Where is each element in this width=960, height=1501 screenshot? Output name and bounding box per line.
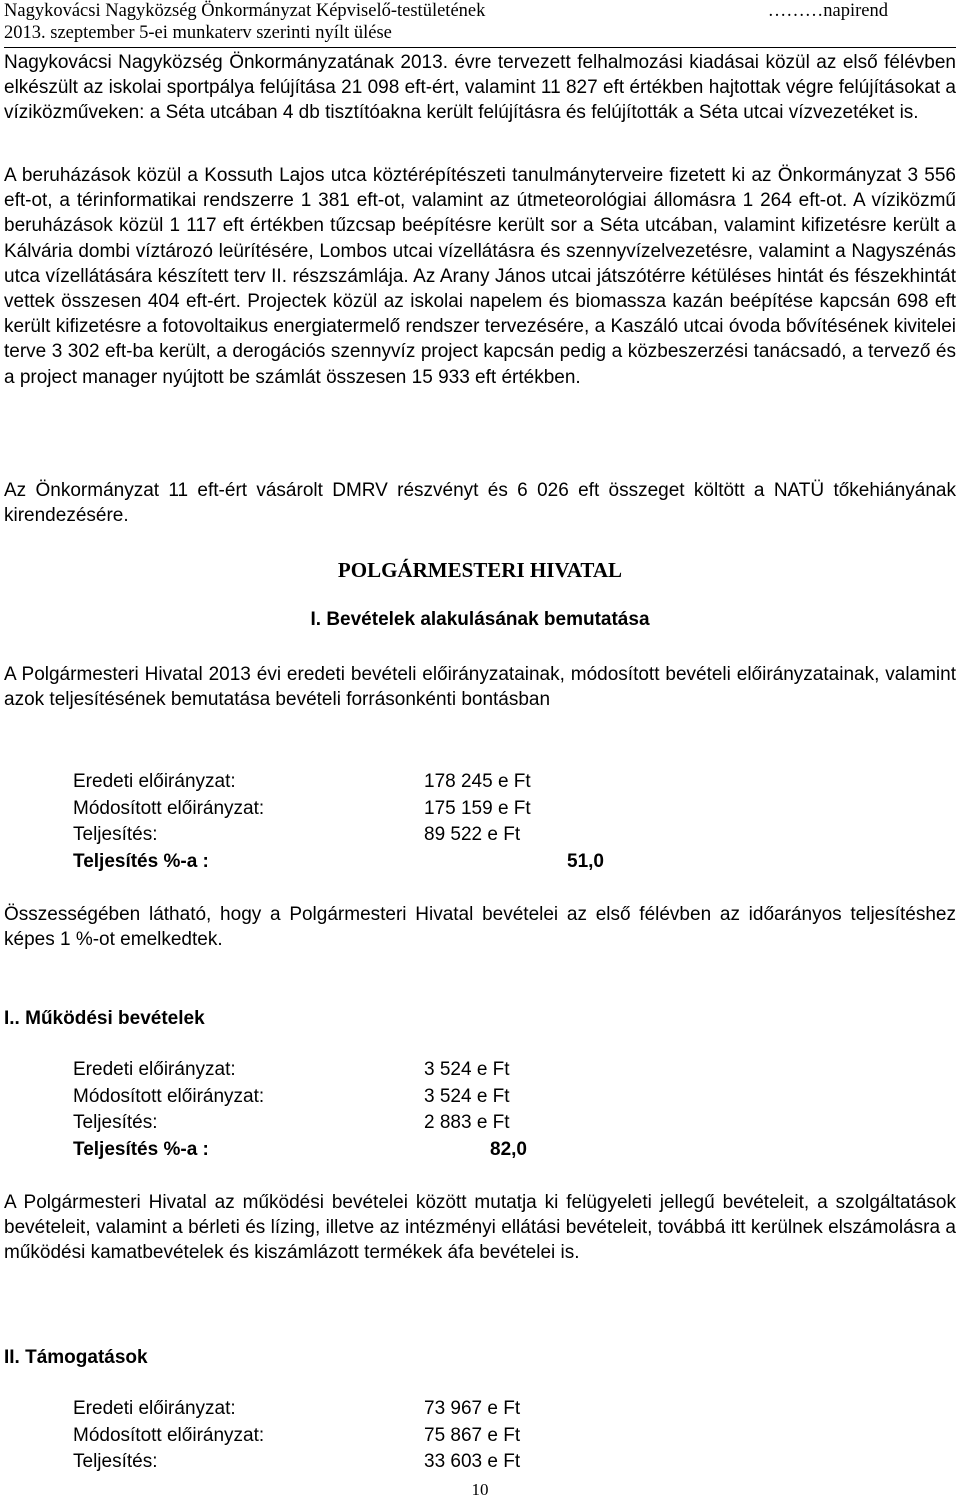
operating-percent-label: Teljesítés %-a :	[73, 1139, 209, 1161]
investments-paragraph: A beruházások közül a Kossuth Lajos utca köztérépítészeti tanulmányterveire fizetett ki az Önkormányzat 3 556 eft-ot, a térinformatikai rendszerre 1 381 eft-ot, valamint az útmeteorológiai állomásra 1 264 eft-ot. A víziközmű beruházások közül 1 117 eft értékben tűzcsap beépítésre került sor a Séta utcában, valamint kifizetésre került a Kálvária dombi víztározó leürítésére, Lombos utcai vízellátásra és szennyvízelvezetésre, valamint a Nagyszénás utca vízellátására készített terv II. részszámlája. Az Arany János utcai játszótérre kétüléses hintát és fészekhintát vettek összesen 404 eft-ért. Projectek közül az iskolai napelem és biomassza kazán beépítése kapcsán 698 eft került kifizetésre a fotovoltaikus energiatermelő rendszer tervezésére, a Kaszáló utcai óvoda bővítésének kivitelei terve 3 302 eft-ba került, a derogációs szennyvíz project kapcsán pedig a közbeszerzési tanácsadó, a tervező és a project manager nyújtott be számlát összesen 15 933 eft értékben.	[4, 165, 956, 388]
header-divider	[4, 47, 956, 48]
document-header	[4, 0, 956, 44]
header-row-1	[4, 0, 956, 22]
subsidies-fulfilled-value: 33 603 e Ft	[424, 1451, 521, 1473]
subsidies-original-label: Eredeti előirányzat:	[73, 1398, 236, 1419]
revenue-fulfilled-label: Teljesítés:	[73, 824, 158, 846]
operating-percent-value: 82,0	[490, 1139, 527, 1161]
subsidies-original-value: 73 967 e Ft	[424, 1398, 521, 1419]
revenue-modified-label: Módosított előirányzat:	[73, 797, 265, 819]
operating-modified-value: 3 524 e Ft	[424, 1085, 510, 1107]
revenue-original-label: Eredeti előirányzat:	[73, 771, 236, 792]
header-title: Nagykovácsi Nagyközség Önkormányzat Képviselő-testületének	[4, 1, 486, 21]
revenue-percent-value: 51,0	[567, 851, 604, 873]
shares-paragraph: Az Önkormányzat 11 eft-ért vásárolt DMRV részvényt és 6 026 eft összeget költött a NATÜ tőkehiányának kirendezésére.	[4, 480, 956, 527]
revenue-intro-paragraph: A Polgármesteri Hivatal 2013 évi eredeti bevételi előirányzatainak, módosított bevételi előirányzatainak, valamint azok teljesítésének bemutatása bevételi forrásonkénti bontásban	[4, 664, 956, 711]
subsection-title: I. Bevételek alakulásának bemutatása	[310, 609, 650, 630]
operating-revenue-heading: I.. Működési bevételek	[4, 1008, 205, 1029]
revenue-summary-paragraph: Összességében látható, hogy a Polgármesteri Hivatal bevételei az első félévben az időarányos teljesítéshez képes 1 %-ot emelkedtek.	[4, 904, 956, 951]
subsidies-fulfilled-label: Teljesítés:	[73, 1451, 158, 1473]
operating-description-paragraph: A Polgármesteri Hivatal az működési bevételei között mutatja ki felügyeleti jellegű bevételeit, a szolgáltatások bevételeit, valamint a bérleti és lízing, illetve az intézményi ellátási bevételeit, továbbá itt kerülnek elszámolásra a működési kamatbevételek és kiszámlázott termékek áfa bevételei is.	[4, 1192, 956, 1264]
header-agenda-item: ………napirend	[767, 1, 888, 21]
operating-original-label: Eredeti előirányzat:	[73, 1059, 236, 1080]
section-title: POLGÁRMESTERI HIVATAL	[337, 558, 623, 582]
operating-modified-label: Módosított előirányzat:	[73, 1085, 265, 1107]
revenue-percent-label: Teljesítés %-a :	[73, 851, 209, 873]
subsidies-heading: II. Támogatások	[4, 1347, 148, 1368]
operating-original-value: 3 524 e Ft	[424, 1059, 510, 1080]
revenue-modified-value: 175 159 e Ft	[424, 797, 531, 819]
intro-paragraph: Nagykovácsi Nagyközség Önkormányzatának 2013. évre tervezett felhalmozási kiadásai közül az első félévben elkészült az iskolai sportpálya felújítása 21 098 eft-ért, valamint 11 827 eft értékben hajtottak végre felújításokat a víziközműveken: a Séta utcában 4 db tisztítóakna került felújításra és felújították a Séta utcai vízvezetéket is.	[4, 52, 956, 124]
operating-fulfilled-label: Teljesítés:	[73, 1112, 158, 1134]
revenue-fulfilled-value: 89 522 e Ft	[424, 824, 521, 846]
subsidies-modified-value: 75 867 e Ft	[424, 1424, 521, 1446]
subsidies-modified-label: Módosított előirányzat:	[73, 1424, 265, 1446]
operating-fulfilled-value: 2 883 e Ft	[424, 1112, 510, 1134]
revenue-original-value: 178 245 e Ft	[424, 771, 531, 792]
page-number: 10	[471, 1480, 489, 1499]
header-session: 2013. szeptember 5-ei munkaterv szerinti nyílt ülése	[4, 23, 392, 43]
